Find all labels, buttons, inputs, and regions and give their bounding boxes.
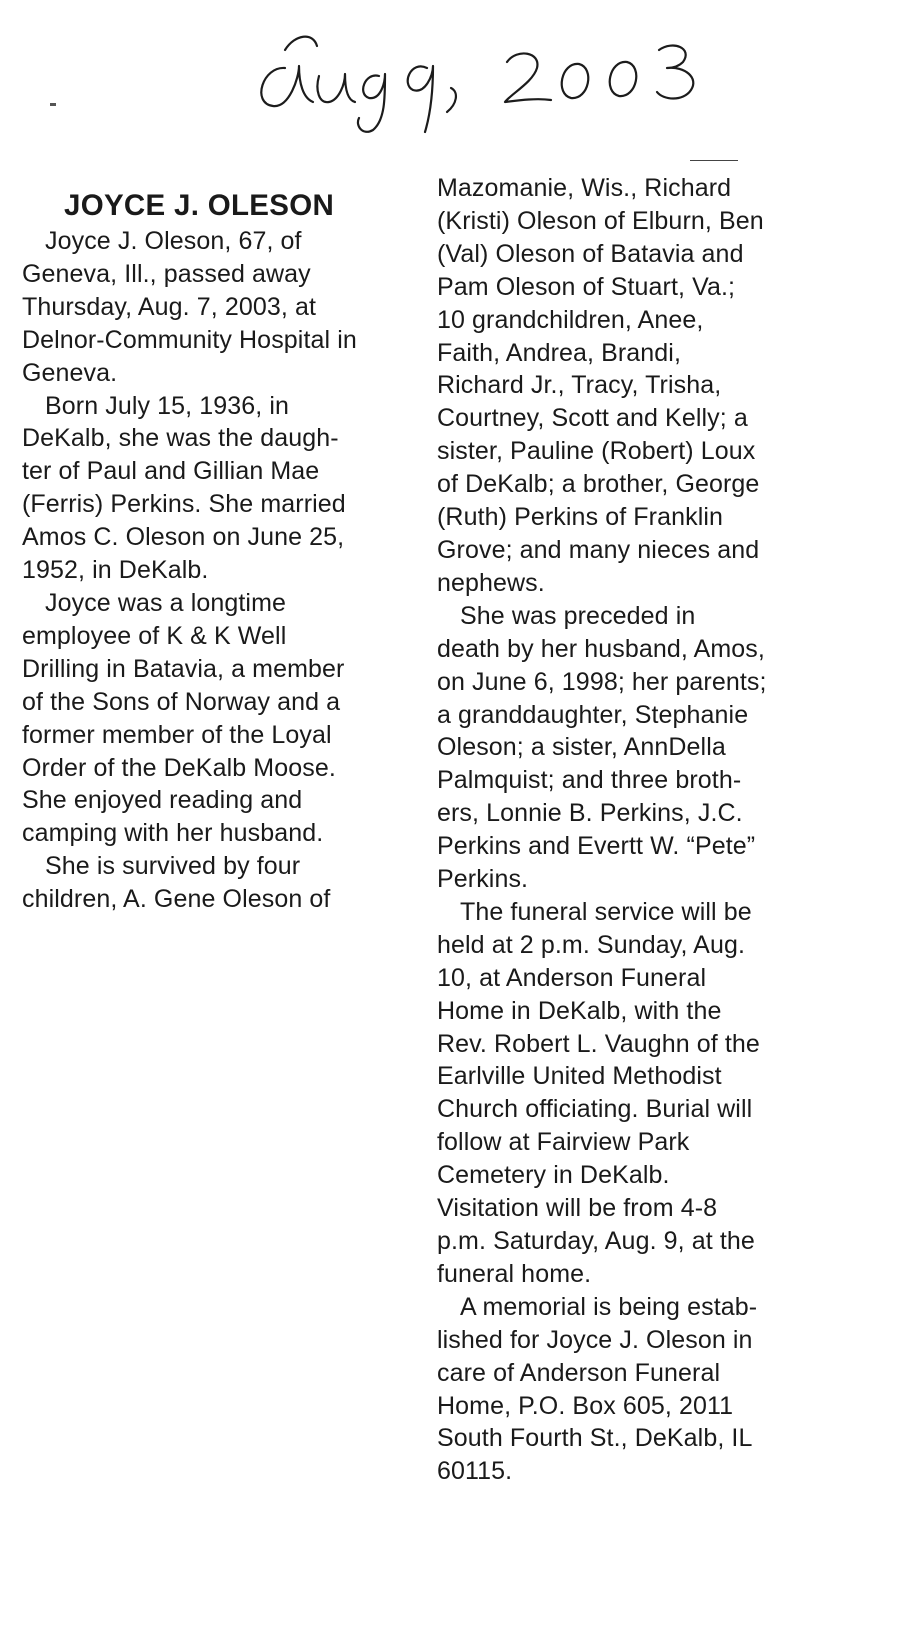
text-line: 10 grandchildren, Anee, [437,305,704,334]
text-line: (Val) Oleson of Batavia and [437,239,744,268]
column-rule [690,160,738,161]
text-line: Grove; and many nieces and [437,535,760,564]
text-line: Mazomanie, Wis., Richard [437,174,732,202]
obituary-headline: JOYCE J. OLESON [64,189,335,222]
text-line: a granddaughter, Stephanie [437,700,749,729]
text-line: Thursday, Aug. 7, 2003, at [22,292,316,321]
text-line: of the Sons of Norway and a [22,687,341,716]
text-line: on June 6, 1998; her parents; [437,667,767,696]
left-column-text [22,225,407,916]
text-line: 10, at Anderson Funeral [437,963,707,992]
text-line: Geneva, Ill., passed away [22,259,311,288]
text-line: lished for Joyce J. Oleson in [437,1325,753,1354]
text-line: DeKalb, she was the daugh- [22,424,339,453]
text-line: (Ruth) Perkins of Franklin [437,503,724,532]
text-line: Drilling in Batavia, a member [22,654,345,683]
text-line: Cemetery in DeKalb. [437,1161,670,1190]
text-line: Perkins and Evertt W. “Pete” [437,832,756,861]
text-line: p.m. Saturday, Aug. 9, at the [437,1227,755,1255]
handwritten-date [255,28,715,138]
text-line: Delnor-Community Hospital in [22,325,357,354]
text-line: Joyce was a longtime [45,588,287,617]
text-line: (Ferris) Perkins. She married [22,490,346,519]
text-line: held at 2 p.m. Sunday, Aug. [437,930,745,959]
text-line: former member of the Loyal [22,720,332,749]
text-line: employee of K & K Well [22,621,287,650]
text-line: Order of the DeKalb Moose. [22,753,336,782]
text-line: nephews. [437,568,545,597]
text-line: Oleson; a sister, AnnDella [437,733,726,762]
text-line: Visitation will be from 4-8 [437,1194,718,1223]
text-line: ter of Paul and Gillian Mae [22,457,320,486]
text-line: care of Anderson Funeral [437,1358,721,1387]
text-line: follow at Fairview Park [437,1128,690,1157]
text-line: Faith, Andrea, Brandi, [437,338,682,367]
text-line: She is survived by four [45,852,301,881]
text-line: Home in DeKalb, with the [437,996,722,1025]
text-line: (Kristi) Oleson of Elburn, Ben [437,206,764,235]
text-line: 1952, in DeKalb. [22,556,209,585]
text-line: children, A. Gene Oleson of [22,885,331,914]
text-line: Rev. Robert L. Vaughn of the [437,1029,760,1058]
text-line: South Fourth St., DeKalb, IL [437,1424,753,1453]
obituary-left-column [22,187,407,916]
text-line: Joyce J. Oleson, 67, of [45,227,302,255]
text-line: ers, Lonnie B. Perkins, J.C. [437,799,743,828]
text-line: Church officiating. Burial will [437,1095,753,1124]
text-line: Home, P.O. Box 605, 2011 [437,1391,734,1420]
text-line: of DeKalb; a brother, George [437,470,760,499]
text-line: The funeral service will be [460,897,752,926]
text-line: funeral home. [437,1259,592,1288]
text-line: sister, Pauline (Robert) Loux [437,437,756,466]
text-line: death by her husband, Amos, [437,634,765,663]
text-line: Perkins. [437,865,529,894]
text-line: Richard Jr., Tracy, Trisha, [437,371,722,400]
text-line: Geneva. [22,358,118,387]
text-line: She was preceded in [460,601,696,630]
handwritten-date-signature [255,28,715,138]
text-line: She enjoyed reading and [22,786,303,815]
text-line: Palmquist; and three broth- [437,766,742,795]
text-line: Courtney, Scott and Kelly; a [437,404,748,433]
right-column-text [437,172,857,1488]
obituary-right-column [437,172,857,1488]
text-line: Amos C. Oleson on June 25, [22,523,345,552]
text-line: Earlville United Methodist [437,1062,722,1091]
scan-mark [50,103,56,106]
text-line: Pam Oleson of Stuart, Va.; [437,272,736,301]
text-line: A memorial is being estab- [460,1292,758,1321]
text-line: Born July 15, 1936, in [45,391,290,420]
text-line: 60115. [437,1457,513,1486]
text-line: camping with her husband. [22,819,324,848]
